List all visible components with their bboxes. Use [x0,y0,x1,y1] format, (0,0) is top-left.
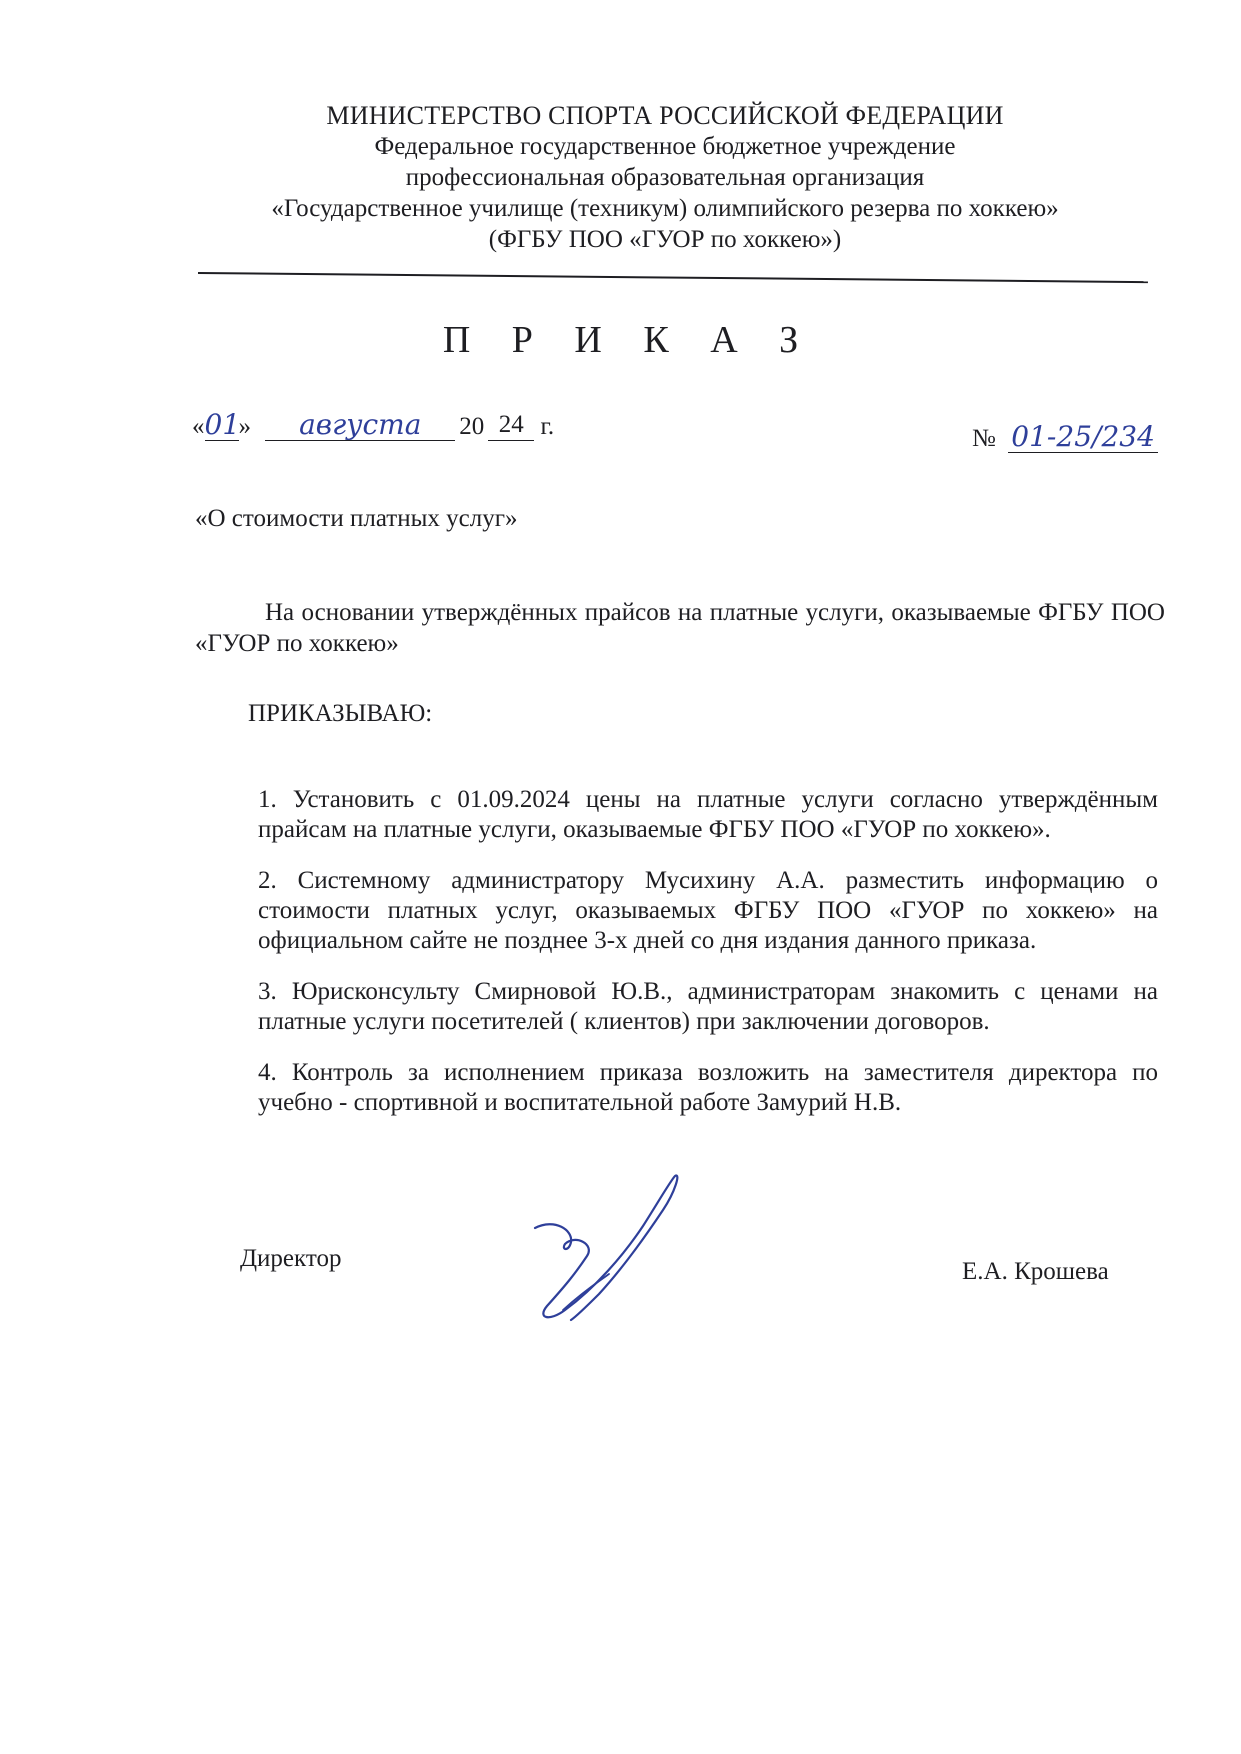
document-header [190,100,1140,255]
order-item: 2. Системному администратору Мусихину А.А. разместить информацию о стоимости платных услуг, оказываемых ФГБУ ПОО «ГУОР по хоккею» на официальном сайте не позднее 3-х дней со дня издания данного приказа. [258,867,1158,954]
date-year-label: г. [540,413,555,440]
order-basis: На основании утверждённых прайсов на платные услуги, оказываемые ФГБУ ПОО «ГУОР по хоккею» [195,599,1165,657]
institution-category: профессиональная образовательная организация [405,164,925,191]
date-day: 01 [204,408,241,441]
date-close-quote: » [238,413,251,440]
order-number [972,422,1158,453]
institution-type: Федеральное государственное бюджетное учреждение [374,133,956,160]
date-year-suffix: 24 [488,410,534,441]
institution-full-name: «Государственное училище (техникум) олимпийского резерва по хоккею» [271,195,1059,222]
order-subject: «О стоимости платных услуг» [195,505,518,532]
document-title: П Р И К А З [442,319,815,361]
order-item: 3. Юрисконсульту Смирновой Ю.В., администраторам знакомить с ценами на платные услуги посетителей ( клиентов) при заключении договоров. [258,978,1158,1035]
order-item: 4. Контроль за исполнением приказа возложить на заместителя директора по учебно - спортивной и воспитательной работе Замурий Н.В. [258,1059,1158,1116]
institution-short-name: (ФГБУ ПОО «ГУОР по хоккею») [488,226,842,253]
number-value: 01-25/234 [1008,422,1158,453]
handwritten-signature [525,1170,705,1330]
signatory-title: Директор [240,1245,342,1272]
ministry-name: МИНИСТЕРСТВО СПОРТА РОССИЙСКОЙ ФЕДЕРАЦИИ [326,101,1004,130]
date-year-prefix: 20 [459,413,485,440]
order-items [258,785,1158,1139]
date-open-quote: « [192,413,205,440]
order-directive: ПРИКАЗЫВАЮ: [248,700,433,727]
order-item: 1. Установить с 01.09.2024 цены на платные услуги согласно утверждённым прайсам на платные услуги, оказываемые ФГБУ ПОО «ГУОР по хоккею». [258,786,1158,843]
header-divider [198,272,1148,283]
order-date [192,410,554,441]
date-month: августа [265,410,455,441]
number-label: № [972,425,996,452]
signatory-name: Е.А. Крошева [962,1258,1109,1285]
